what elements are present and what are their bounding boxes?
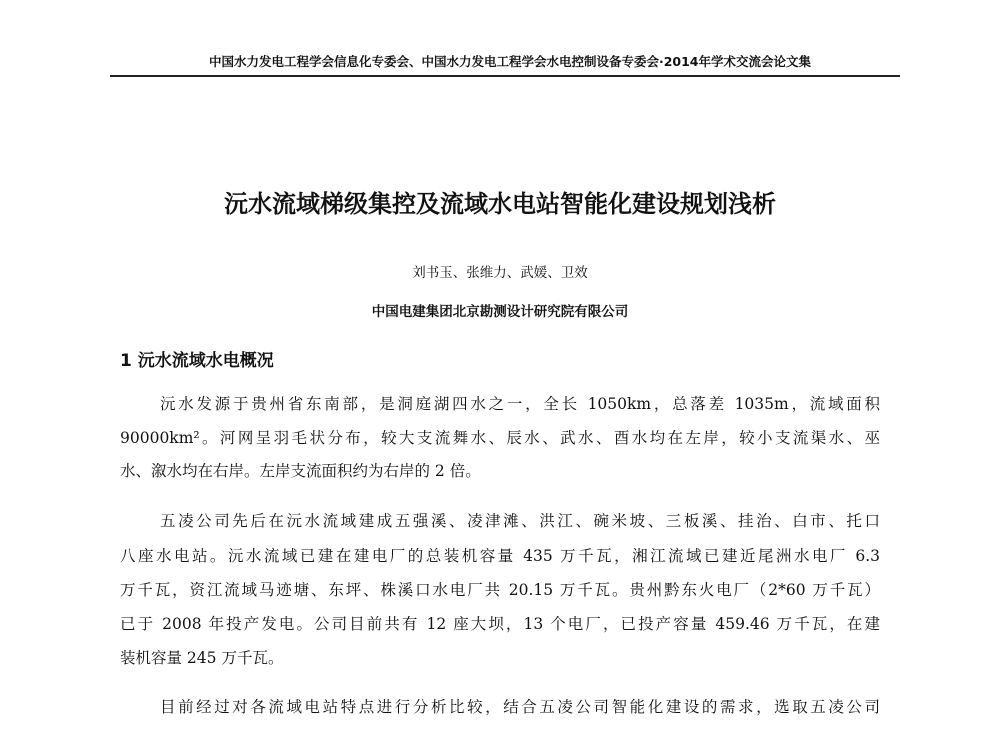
paragraph-line: 已于 2008 年投产发电。公司目前共有 12 座大坝，13 个电厂，已投产容量 459.46 万千瓦，在建: [120, 615, 880, 633]
paragraph-line: 水、溆水均在右岸。左岸支流面积约为右岸的 2 倍。: [120, 462, 481, 480]
authors: 刘书玉、张维力、武媛、卫效: [412, 265, 588, 281]
paragraph-line: 目前经过对各流域电站特点进行分析比较，结合五凌公司智能化建设的需求，选取五凌公司: [160, 698, 880, 716]
paragraph-line: 八座水电站。沅水流域已建在建电厂的总装机容量 435 万千瓦，湘江流域已建近尾洲水电厂 6.3: [120, 547, 880, 565]
paragraph-line: 90000km²。河网呈羽毛状分布，较大支流舞水、辰水、武水、酉水均在左岸，较小支流渠水、巫: [120, 429, 880, 447]
header-rule: [110, 75, 900, 77]
paragraph-line: 五凌公司先后在沅水流域建成五强溪、凌津滩、洪江、碗米坡、三板溪、挂治、白市、托口: [160, 512, 880, 530]
affiliation: 中国电建集团北京勘测设计研究院有限公司: [371, 304, 629, 320]
section-heading: 1 沅水流域水电概况: [120, 351, 274, 371]
paper-title: 沅水流域梯级集控及流域水电站智能化建设规划浅析: [224, 190, 776, 218]
paragraph-line: 万千瓦，资江流域马迹塘、东坪、株溪口水电厂共 20.15 万千瓦。贵州黔东火电厂（2*60 万千瓦）: [120, 581, 880, 599]
paragraph-line: 沅水发源于贵州省东南部，是洞庭湖四水之一，全长 1050km，总落差 1035m，流域面积: [160, 395, 880, 413]
paragraph-line: 装机容量 245 万千瓦。: [120, 649, 284, 667]
running-header: 中国水力发电工程学会信息化专委会、中国水力发电工程学会水电控制设备专委会·2014年学术交流会论文集: [208, 54, 812, 69]
